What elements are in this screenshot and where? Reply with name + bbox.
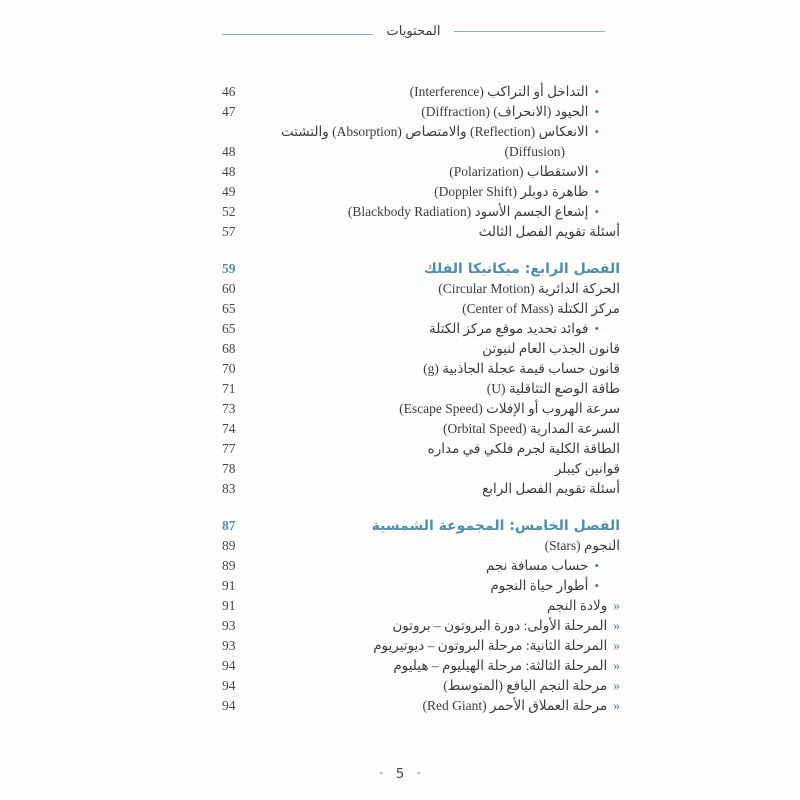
toc-row <box>222 82 620 102</box>
toc-row <box>222 676 620 696</box>
toc-entry <box>555 459 620 479</box>
toc-row <box>222 439 620 459</box>
toc-page-number: 65 <box>222 321 236 336</box>
toc-entry <box>482 339 620 359</box>
toc-page-number: 89 <box>222 558 236 573</box>
toc-entry-text: حساب مسافة نجم <box>485 558 589 573</box>
chapter-page-number: 87 <box>222 518 236 533</box>
toc-entry <box>410 82 620 102</box>
page-header <box>222 24 605 39</box>
chapter-heading-text: الفصل الخامس: المجموعة الشمسية <box>371 518 620 534</box>
toc-entry <box>373 636 620 656</box>
toc-entry-text: الحركة الدائرية (Circular Motion) <box>438 281 620 296</box>
chevron-icon: « <box>613 698 620 713</box>
toc-entry-text: أطوار حياة النجوم <box>490 578 589 593</box>
toc-row <box>222 459 620 479</box>
toc-page-number: 48 <box>222 144 236 159</box>
toc-entry-text: الطاقة الكلية لجرم فلكي في مداره <box>427 441 620 456</box>
toc-page-number: 91 <box>222 578 236 593</box>
toc-row <box>222 399 620 419</box>
toc-entry-text: ولادة النجم <box>546 598 608 613</box>
toc-entry <box>462 299 620 319</box>
toc-entry <box>399 399 620 419</box>
toc-entry <box>393 656 620 676</box>
contents-title: المحتويات <box>386 24 441 39</box>
toc-row <box>222 379 620 399</box>
chapter-heading-entry <box>424 259 620 279</box>
toc-entry-text: الحيود (الانحراف) (Diffraction) <box>421 104 589 119</box>
toc-entry <box>443 676 620 696</box>
toc-entry-text: سرعة الهروب أو الإفلات (Escape Speed) <box>399 401 620 416</box>
bullet-icon: • <box>594 578 599 593</box>
toc-entry-text: مرحلة العملاق الأحمر (Red Giant) <box>422 698 608 713</box>
toc-section <box>222 82 620 242</box>
bullet-icon: • <box>594 104 599 119</box>
toc-page-number: 71 <box>222 381 236 396</box>
toc-entry-text: المرحلة الثانية: مرحلة البروتون – ديوتيريوم <box>373 638 608 653</box>
page-footer <box>0 766 800 782</box>
toc-entry <box>423 359 620 379</box>
toc-row <box>222 202 620 222</box>
toc-row <box>222 536 620 556</box>
toc-entry <box>449 162 620 182</box>
toc-entry <box>545 536 620 556</box>
header-rule-left <box>222 34 373 35</box>
toc-page-number: 94 <box>222 678 236 693</box>
bullet-icon: • <box>594 164 599 179</box>
toc-entry-text: إشعاع الجسم الأسود (Blackbody Radiation) <box>347 204 589 219</box>
toc-row <box>222 636 620 656</box>
toc-page-number: 83 <box>222 481 236 496</box>
chevron-icon: « <box>613 658 620 673</box>
toc-entry-text: فوائد تحديد موقع مركز الكتلة <box>429 321 589 336</box>
toc-entry <box>438 279 620 299</box>
toc-page-number: 60 <box>222 281 236 296</box>
toc-row <box>222 556 620 576</box>
footer-dash-left: - <box>379 765 384 779</box>
toc-row <box>222 696 620 716</box>
chapter-page-number: 59 <box>222 261 236 276</box>
toc-page-number: 94 <box>222 658 236 673</box>
toc-page-number: 93 <box>222 618 236 633</box>
toc-page-number: 94 <box>222 698 236 713</box>
toc-row <box>222 299 620 319</box>
toc-page-number: 70 <box>222 361 236 376</box>
bullet-icon: • <box>594 204 599 219</box>
toc-entry <box>434 182 620 202</box>
toc-row <box>222 319 620 339</box>
toc-entry-text: قانون الجذب العام لنيوتن <box>482 341 620 356</box>
toc-entry <box>547 596 620 616</box>
chapter-heading-entry <box>372 516 620 536</box>
toc-entry-text: طاقة الوضع التثاقلية (U) <box>486 381 620 396</box>
toc-row <box>222 596 620 616</box>
toc-row <box>222 479 620 499</box>
toc-page-number: 73 <box>222 401 236 416</box>
toc-entry <box>479 222 620 242</box>
bullet-icon: • <box>594 84 599 99</box>
toc-entry-text: النجوم (Stars) <box>544 538 620 553</box>
toc-entry <box>490 576 620 596</box>
toc-row <box>222 222 620 242</box>
toc-page-number: 48 <box>222 164 236 179</box>
toc-entry-text: الانعكاس (Reflection) والامتصاص (Absorption) والتشتت <box>280 124 589 139</box>
toc-row <box>222 419 620 439</box>
toc-entry <box>392 616 620 636</box>
toc-entry <box>482 479 620 499</box>
toc-row <box>222 359 620 379</box>
toc-entry <box>487 379 620 399</box>
toc-entry <box>429 319 620 339</box>
toc-entry-text: مرحلة النجم اليافع (المتوسط) <box>443 678 608 693</box>
toc-section <box>222 516 620 716</box>
toc-row <box>222 656 620 676</box>
toc-entry-text: الاستقطاب (Polarization) <box>449 164 589 179</box>
bullet-icon: • <box>594 184 599 199</box>
toc-entry-text-line2: (Diffusion) <box>504 144 565 159</box>
toc-entry-text: قوانين كيبلر <box>554 461 620 476</box>
chevron-icon: « <box>613 638 620 653</box>
chevron-icon: « <box>613 618 620 633</box>
toc-page-number: 65 <box>222 301 236 316</box>
toc-page-number: 74 <box>222 421 236 436</box>
toc-entry <box>281 122 620 162</box>
toc-page-number: 46 <box>222 84 236 99</box>
toc-entry-text: التداخل أو التراكب (Interference) <box>409 84 589 99</box>
bullet-icon: • <box>594 321 599 336</box>
toc-entry <box>423 696 621 716</box>
toc-entry-text: ظاهرة دوبلر (Doppler Shift) <box>434 184 589 199</box>
toc-page-number: 49 <box>222 184 236 199</box>
toc-entry-text: قانون حساب قيمة عجلة الجاذبية (g) <box>423 361 620 376</box>
toc-page-number: 93 <box>222 638 236 653</box>
footer-page-number: 5 <box>395 766 405 782</box>
chevron-icon: « <box>613 598 620 613</box>
toc-row <box>222 339 620 359</box>
toc-page-number: 68 <box>222 341 236 356</box>
toc-entry <box>428 439 620 459</box>
chevron-icon: « <box>613 678 620 693</box>
header-rule-right <box>454 31 605 32</box>
bullet-icon: • <box>594 558 599 573</box>
toc-entry <box>443 419 620 439</box>
toc-row <box>222 616 620 636</box>
toc-entry-text: مركز الكتلة (Center of Mass) <box>462 301 620 316</box>
toc-entry-text: المرحلة الثالثة: مرحلة الهيليوم – هيليوم <box>393 658 608 673</box>
toc-entry-line1 <box>281 122 599 142</box>
toc-entry-text: أسئلة تقويم الفصل الرابع <box>482 481 620 496</box>
toc-entry <box>348 202 620 222</box>
toc-page-number: 89 <box>222 538 236 553</box>
toc-entry <box>486 556 620 576</box>
toc-page-number: 57 <box>222 224 236 239</box>
toc-page-number: 47 <box>222 104 236 119</box>
toc-entry-text: المرحلة الأولى: دورة البروتون – بروتون <box>392 618 608 633</box>
toc-page-number: 78 <box>222 461 236 476</box>
toc-section <box>222 259 620 499</box>
toc-row <box>222 576 620 596</box>
table-of-contents <box>222 82 620 716</box>
chapter-heading-row <box>222 516 620 536</box>
toc-entry-text: أسئلة تقويم الفصل الثالث <box>478 224 620 239</box>
toc-row <box>222 102 620 122</box>
bullet-icon: • <box>594 124 599 139</box>
toc-page-number: 77 <box>222 441 236 456</box>
toc-row <box>222 162 620 182</box>
toc-entry-text: السرعة المدارية (Orbital Speed) <box>442 421 620 436</box>
toc-row <box>222 122 620 162</box>
toc-entry <box>421 102 620 122</box>
toc-page-number: 52 <box>222 204 236 219</box>
chapter-heading-text: الفصل الرابع: ميكانيكا الفلك <box>423 261 620 277</box>
toc-row <box>222 182 620 202</box>
toc-row <box>222 279 620 299</box>
chapter-heading-row <box>222 259 620 279</box>
footer-dash-right: - <box>416 765 421 779</box>
toc-page-number: 91 <box>222 598 236 613</box>
